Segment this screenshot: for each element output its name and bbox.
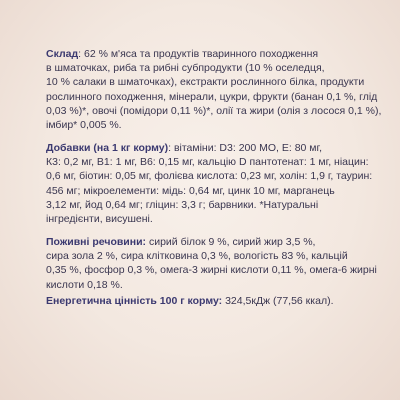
nutrients-section: [46, 235, 377, 292]
composition-line-2: в шматочках, риба та рибні субпродукти (10 % оселедця,: [46, 62, 325, 75]
additives-line-3: 0,6 мг, біотин: 0,05 мг, фолієва кислота: 0,23 мг, холін: 1,9 г, таурин:: [46, 170, 373, 183]
composition-line-1: [46, 47, 366, 61]
additives-line-1: [46, 141, 366, 155]
nutrients-line-1: [46, 235, 366, 249]
energy-section: [46, 294, 366, 308]
nutrients-line-4: кислоти 0,18 %.: [46, 278, 123, 291]
energy-line-1: [46, 294, 366, 308]
nutrients-text: сирий білок 9 %, сирий жир 3,5 %,: [146, 236, 316, 248]
composition-text: : 62 % м'яса та продуктів тваринного походження: [78, 48, 319, 60]
composition-section: [46, 47, 382, 132]
additives-heading: Добавки (на 1 кг корму): [46, 142, 169, 154]
nutrients-line-3: 0,35 %, фосфор 0,3 %, омега-3 жирні кислоти 0,11 %, омега-6 жирні: [46, 264, 377, 277]
additives-line-5: 3,12 мг, йод 0,64 мг; гліцин: 3,3 г; барвники. *Натуральні: [46, 198, 319, 211]
composition-line-4: рослинного походження, мінерали, цукри, фрукти (банан 0,1 %, глід: [46, 90, 378, 103]
energy-text: 324,5кДж (77,56 ккал).: [222, 295, 334, 307]
nutrients-line-2: сира зола 2 %, сира клітковина 0,3 %, вологість 83 %, кальцій: [46, 250, 348, 263]
composition-line-5: 0,03 %)*, овочі (помідори 0,11 %)*, олії та жири (олія з лосося 0,1 %),: [46, 104, 382, 117]
composition-heading: Склад: [46, 48, 79, 60]
additives-section: [46, 141, 373, 226]
additives-line-4: 456 мг; мікроелементи: мідь: 0,64 мг, цинк 10 мг, марганець: [46, 184, 335, 197]
additives-line-2: К3: 0,2 мг, В1: 1 мг, В6: 0,15 мг, кальцію D пантотенат: 1 мг, ніацин:: [46, 156, 369, 169]
additives-text: : вітаміни: D3: 200 МО, Е: 80 мг,: [168, 142, 322, 154]
energy-heading: Енергетична цінність 100 г корму:: [46, 295, 223, 307]
nutrients-heading: Поживні речовини:: [46, 236, 147, 248]
additives-line-6: інгредієнти, висушені.: [46, 213, 153, 226]
composition-line-3: 10 % салаки в шматочках), екстракти рослинного білка, продукти: [46, 76, 365, 89]
composition-line-6: імбир* 0,005 %.: [46, 119, 122, 132]
